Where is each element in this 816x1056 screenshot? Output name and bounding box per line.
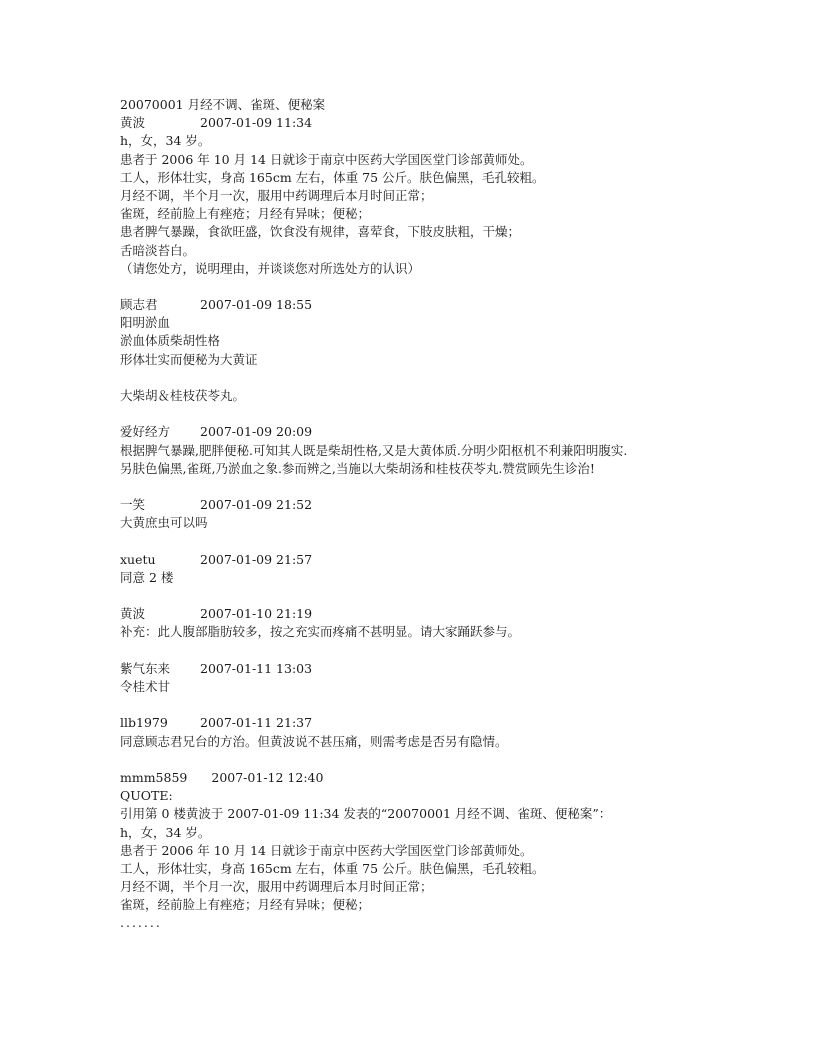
- post-separator: [120, 533, 720, 551]
- post-body-line: h，女，34 岁。: [120, 133, 211, 149]
- post-body-line: QUOTE:: [120, 788, 173, 804]
- post-body-line: 淤血体质柴胡性格: [120, 333, 221, 349]
- post-timestamp: 2007-01-12 12:40: [211, 769, 324, 785]
- post-separator: [120, 642, 720, 660]
- post-author: xuetu: [120, 551, 156, 567]
- post-author: mmm5859: [120, 769, 188, 785]
- post-timestamp: 2007-01-10 21:19: [200, 606, 313, 622]
- forum-post: [120, 714, 720, 750]
- post-body-line: 令桂术甘: [120, 679, 171, 694]
- post-body-line: （请您处方，说明理由，并谈谈您对所选处方的认识）: [120, 260, 421, 276]
- post-separator: [120, 587, 720, 605]
- post-timestamp: 2007-01-09 18:55: [200, 297, 313, 313]
- post-separator: [120, 751, 720, 769]
- post-body-line: 补充：此人腹部脂肪较多，按之充实而疼痛不甚明显。请大家踊跃参与。: [120, 624, 521, 640]
- post-header: [120, 114, 720, 132]
- post-body-line: 患者脾气暴躁，食欲旺盛，饮食没有规律，喜荤食，下肢皮肤粗，干燥；: [120, 224, 521, 240]
- post-body-line: .......: [120, 915, 162, 931]
- post-body-line: 雀斑，经前脸上有痤疮；月经有异味；便秘；: [120, 206, 371, 222]
- post-timestamp: 2007-01-11 13:03: [200, 660, 313, 676]
- post-body-line: 另肤色偏黑,雀斑,乃淤血之象.参而辨之,当施以大柴胡汤和桂枝茯苓丸.赞赏顾先生诊治!: [120, 460, 595, 476]
- post-body-line: 大黄庶虫可以吗: [120, 515, 208, 531]
- post-author: 爱好经方: [120, 424, 171, 440]
- post-timestamp: 2007-01-09 11:34: [200, 115, 313, 131]
- post-body-line: 引用第 0 楼黄波于 2007-01-09 11:34 发表的“20070001 月经不调、雀斑、便秘案”：: [120, 806, 612, 822]
- forum-post: [120, 551, 720, 587]
- post-body-line: 阳明淤血: [120, 315, 171, 331]
- forum-post: [120, 660, 720, 696]
- post-timestamp: 2007-01-09 21:57: [200, 551, 313, 567]
- document-page: [120, 96, 720, 933]
- post-separator: [120, 405, 720, 423]
- post-body-line: 雀斑，经前脸上有痤疮；月经有异味；便秘；: [120, 897, 371, 913]
- post-timestamp: 2007-01-09 20:09: [200, 424, 313, 440]
- forum-post: [120, 605, 720, 641]
- post-author: 紫气东来: [120, 660, 171, 676]
- post-body-line: 工人，形体壮实，身高 165cm 左右，体重 75 公斤。肤色偏黑，毛孔较粗。: [120, 169, 545, 185]
- post-body-line: 同意 2 楼: [120, 569, 174, 585]
- post-author: llb1979: [120, 715, 168, 731]
- post-header: [120, 605, 720, 623]
- post-header: [120, 296, 720, 314]
- forum-post: [120, 423, 720, 478]
- post-timestamp: 2007-01-09 21:52: [200, 497, 313, 513]
- post-body-line: 舌暗淡苔白。: [120, 242, 196, 258]
- post-body-line: 大柴胡＆桂枝茯苓丸。: [120, 388, 246, 403]
- post-author: 顾志君: [120, 297, 158, 313]
- post-body-line: 月经不调，半个月一次，服用中药调理后本月时间正常；: [120, 879, 433, 895]
- post-body-line: 工人，形体壮实，身高 165cm 左右，体重 75 公斤。肤色偏黑，毛孔较粗。: [120, 860, 545, 876]
- post-header: [120, 423, 720, 441]
- post-separator: [120, 696, 720, 714]
- post-body-line: 根据脾气暴躁,肥胖便秘.可知其人既是柴胡性格,又是大黄体质.分明少阳枢机不利兼阳明腹实.: [120, 442, 628, 458]
- post-separator: [120, 278, 720, 296]
- post-timestamp: 2007-01-11 21:37: [200, 715, 313, 731]
- post-body-line: 同意顾志君兄台的方治。但黄波说不甚压痛，则需考虑是否另有隐情。: [120, 733, 508, 749]
- post-author: 一笑: [120, 497, 146, 513]
- post-header: [120, 551, 720, 569]
- forum-post: [120, 296, 720, 405]
- post-header: [120, 496, 720, 514]
- post-body-line: 患者于 2006 年 10 月 14 日就诊于南京中医药大学国医堂门诊部黄师处。: [120, 151, 533, 167]
- post-body-line: 形体壮实而便秘为大黄证: [120, 351, 258, 367]
- post-body-line: 月经不调，半个月一次，服用中药调理后本月时间正常；: [120, 187, 433, 203]
- post-body-line: 患者于 2006 年 10 月 14 日就诊于南京中医药大学国医堂门诊部黄师处。: [120, 842, 533, 858]
- forum-post: [120, 114, 720, 278]
- post-separator: [120, 478, 720, 496]
- forum-post: [120, 496, 720, 532]
- post-body-line: h，女，34 岁。: [120, 824, 211, 840]
- post-author: 黄波: [120, 606, 146, 622]
- blank-line: [120, 369, 720, 387]
- post-header: [120, 769, 720, 787]
- post-list: [120, 114, 720, 932]
- thread-title: 20070001 月经不调、雀斑、便秘案: [120, 97, 326, 112]
- post-author: 黄波: [120, 115, 146, 131]
- post-header: [120, 714, 720, 732]
- forum-post: [120, 769, 720, 933]
- post-header: [120, 660, 720, 678]
